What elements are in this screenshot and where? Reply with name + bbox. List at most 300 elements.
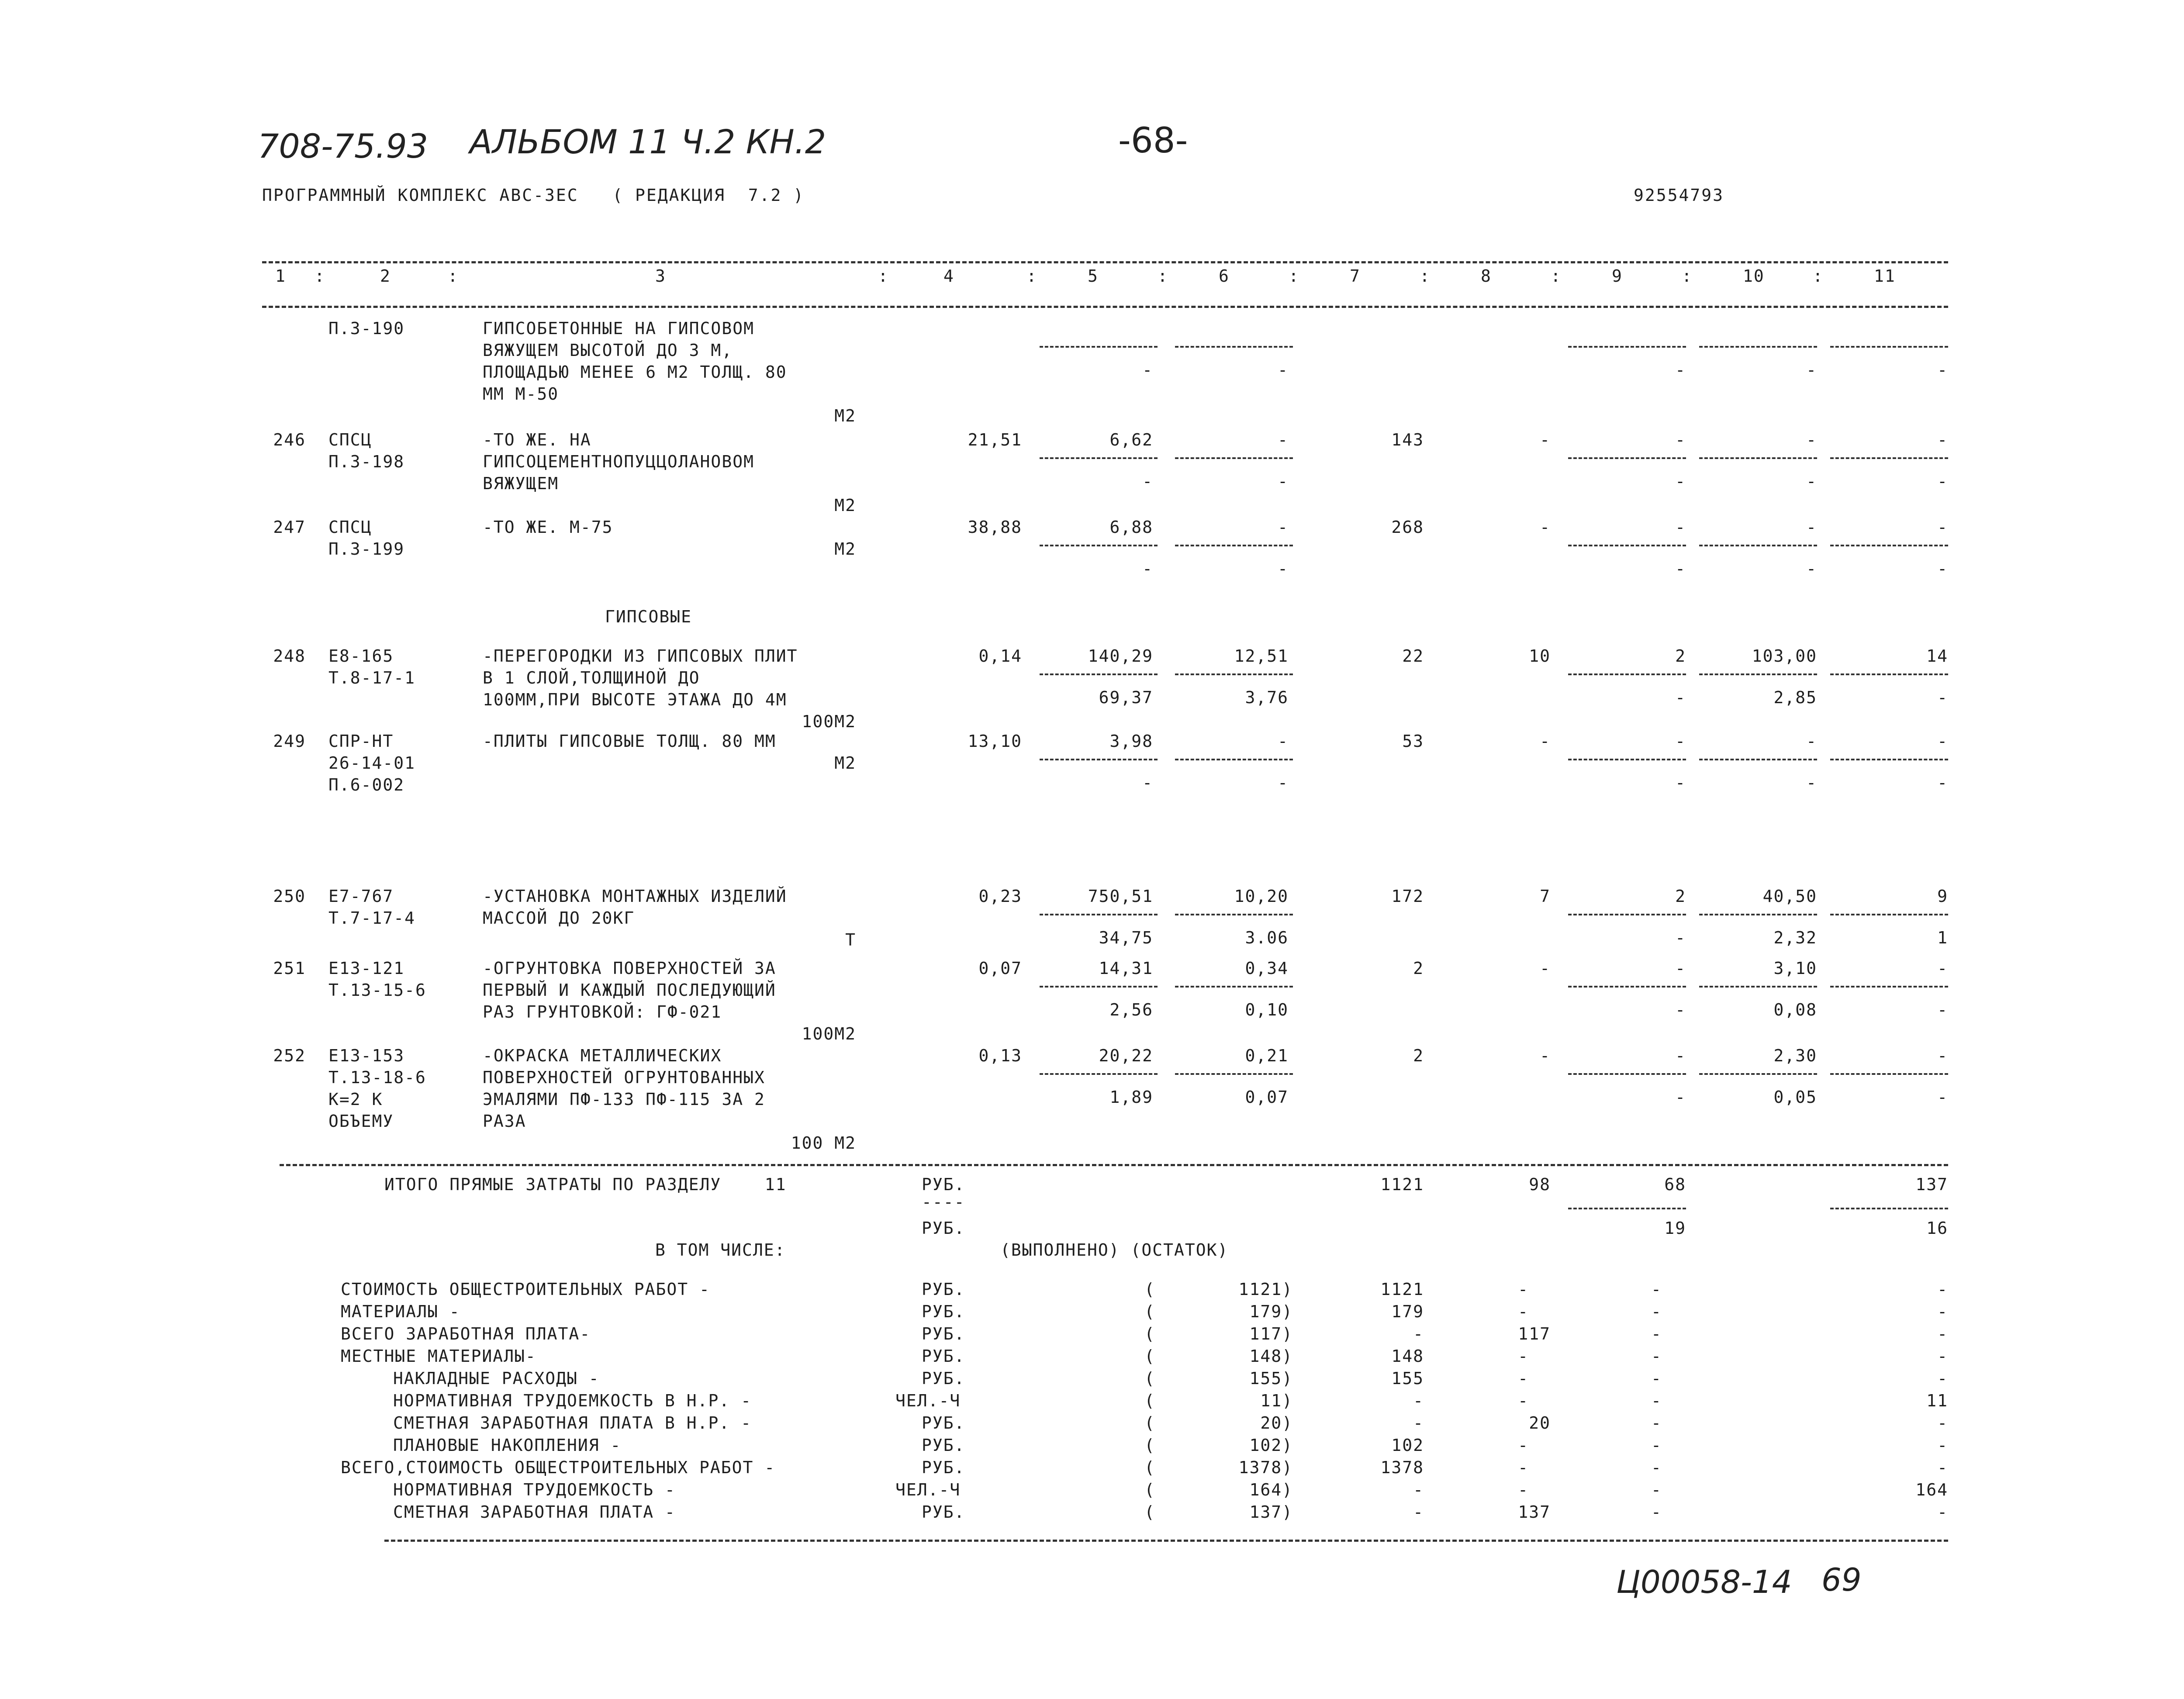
row-c6-underline <box>1175 457 1293 459</box>
row-b10: 2,32 <box>1773 928 1817 947</box>
summary-paren-open: ( <box>1144 1480 1155 1499</box>
row-c4: 38,88 <box>968 518 1022 537</box>
summary-label: НОРМАТИВНАЯ ТРУДОЕМКОСТЬ - <box>393 1480 676 1499</box>
summary-paren-value: 102) <box>1249 1436 1293 1455</box>
summary-unit: ЧЕЛ.-Ч <box>895 1391 961 1410</box>
row-c9-underline <box>1568 914 1686 915</box>
row-description: РАЗА <box>483 1112 526 1131</box>
summary-c11: - <box>1937 1280 1948 1299</box>
summary-label: ВСЕГО ЗАРАБОТНАЯ ПЛАТА- <box>341 1324 591 1343</box>
row-c10-underline <box>1699 914 1817 915</box>
program-line: ПРОГРАММНЫЙ КОМПЛЕКС АВС-3ЕС ( РЕДАКЦИЯ 7.2 ) <box>262 186 805 205</box>
row-c8: - <box>1540 430 1551 449</box>
row-code: Т.8-17-1 <box>328 668 416 687</box>
row-b11: - <box>1937 688 1948 707</box>
summary-unit: РУБ. <box>922 1369 965 1388</box>
summary-c9: - <box>1651 1480 1662 1499</box>
summary-unit: ЧЕЛ.-Ч <box>895 1480 961 1499</box>
row-c11-underline <box>1830 545 1948 546</box>
row-code: П.3-199 <box>328 539 405 559</box>
row-c9-underline <box>1568 1073 1686 1075</box>
row-description: ГИПСОЦЕМЕНТНОПУЦЦОЛАНОВОМ <box>483 452 754 471</box>
summary-unit: РУБ. <box>922 1302 965 1321</box>
summary-c9: - <box>1651 1302 1662 1321</box>
summary-c11: - <box>1937 1347 1948 1366</box>
row-b11: - <box>1937 1088 1948 1107</box>
summary-c9: - <box>1651 1347 1662 1366</box>
row-c6-underline <box>1175 545 1293 546</box>
row-c6-underline <box>1175 346 1293 348</box>
row-c6: - <box>1278 518 1289 537</box>
row-c4: 0,07 <box>978 959 1022 978</box>
summary-label: НАКЛАДНЫЕ РАСХОДЫ - <box>393 1369 600 1388</box>
summary-c7: 148 <box>1391 1347 1424 1366</box>
row-description: ММ М-50 <box>483 384 559 404</box>
row-c10-underline <box>1699 986 1817 988</box>
row-number: 246 <box>273 430 306 449</box>
col-5: 5 <box>1088 266 1099 286</box>
row-c5-underline <box>1040 759 1158 760</box>
totals-c7: 1121 <box>1380 1175 1424 1194</box>
row-c8: - <box>1540 959 1551 978</box>
row-description: В 1 СЛОЙ,ТОЛЩИНОЙ ДО <box>483 668 700 687</box>
row-unit: М2 <box>834 496 856 515</box>
row-c10: 103,00 <box>1752 646 1817 666</box>
row-b5: - <box>1142 360 1153 380</box>
row-c7: 2 <box>1413 959 1424 978</box>
summary-c9: - <box>1651 1502 1662 1522</box>
row-c10-underline <box>1699 346 1817 348</box>
row-c4: 13,10 <box>968 732 1022 751</box>
totals-unit-dash: ---- <box>922 1192 965 1212</box>
row-c10-underline <box>1699 1073 1817 1075</box>
summary-c11: - <box>1937 1413 1948 1433</box>
row-c6-underline <box>1175 1073 1293 1075</box>
page-number: -68- <box>1118 120 1188 161</box>
row-unit: Т <box>845 930 856 950</box>
row-b10: 0,05 <box>1773 1088 1817 1107</box>
row-description: -ПЛИТЫ ГИПСОВЫЕ ТОЛЩ. 80 ММ <box>483 732 776 751</box>
totals-rule <box>280 1164 1948 1166</box>
summary-unit: РУБ. <box>922 1413 965 1433</box>
summary-c8: - <box>1518 1391 1529 1410</box>
row-c6: 0,34 <box>1245 959 1289 978</box>
doc-code: 708-75.93 <box>258 127 429 166</box>
col-2: 2 <box>380 266 391 286</box>
row-description: -ПЕРЕГОРОДКИ ИЗ ГИПСОВЫХ ПЛИТ <box>483 646 798 666</box>
row-b5: 69,37 <box>1099 688 1153 707</box>
col-11: 11 <box>1874 266 1896 286</box>
summary-unit: РУБ. <box>922 1347 965 1366</box>
col-9: 9 <box>1612 266 1623 286</box>
summary-label: СМЕТНАЯ ЗАРАБОТНАЯ ПЛАТА - <box>393 1502 676 1522</box>
row-unit: М2 <box>834 753 856 773</box>
summary-label: ВСЕГО,СТОИМОСТЬ ОБЩЕСТРОИТЕЛЬНЫХ РАБОТ - <box>341 1458 776 1477</box>
row-c11-underline <box>1830 1073 1948 1075</box>
row-b5: 2,56 <box>1109 1000 1153 1019</box>
row-b6: 0,07 <box>1245 1088 1289 1107</box>
row-c11: - <box>1937 959 1948 978</box>
incl-label: В ТОМ ЧИСЛЕ: <box>655 1240 786 1260</box>
row-description: ГИПСОБЕТОННЫЕ НА ГИПСОВОМ <box>483 319 754 338</box>
row-b9: - <box>1675 928 1686 947</box>
totals-c9-underline <box>1568 1208 1686 1209</box>
row-b5: 1,89 <box>1109 1088 1153 1107</box>
row-b11: - <box>1937 360 1948 380</box>
totals-c11b: 16 <box>1926 1219 1948 1238</box>
row-c7: 53 <box>1402 732 1424 751</box>
summary-c7: - <box>1413 1480 1424 1499</box>
row-c5-underline <box>1040 346 1158 348</box>
row-c5-underline <box>1040 914 1158 915</box>
summary-c9: - <box>1651 1436 1662 1455</box>
row-c11: - <box>1937 518 1948 537</box>
row-c11-underline <box>1830 346 1948 348</box>
row-b6: - <box>1278 360 1289 380</box>
row-c5-underline <box>1040 545 1158 546</box>
summary-c7: - <box>1413 1391 1424 1410</box>
row-b10: - <box>1806 773 1817 792</box>
row-b10: - <box>1806 472 1817 491</box>
row-description: ВЯЖУЩЕМ <box>483 474 559 493</box>
summary-c9: - <box>1651 1369 1662 1388</box>
row-code: Т.13-15-6 <box>328 981 426 1000</box>
row-c5: 20,22 <box>1099 1046 1153 1065</box>
row-c4: 0,14 <box>978 646 1022 666</box>
row-c5-underline <box>1040 673 1158 675</box>
summary-c7: 155 <box>1391 1369 1424 1388</box>
row-b10: 2,85 <box>1773 688 1817 707</box>
row-description: ЭМАЛЯМИ ПФ-133 ПФ-115 ЗА 2 <box>483 1090 765 1109</box>
row-c9-underline <box>1568 673 1686 675</box>
row-c9: - <box>1675 732 1686 751</box>
row-code: К=2 К <box>328 1090 383 1109</box>
row-c10-underline <box>1699 457 1817 459</box>
summary-c8: - <box>1518 1480 1529 1499</box>
summary-c8: - <box>1518 1280 1529 1299</box>
row-b9: - <box>1675 360 1686 380</box>
row-description: ВЯЖУЩЕМ ВЫСОТОЙ ДО 3 М, <box>483 341 733 360</box>
row-b9: - <box>1675 1088 1686 1107</box>
row-c9: - <box>1675 430 1686 449</box>
footer-stamp: Ц00058-14 <box>1616 1564 1792 1600</box>
row-c9-underline <box>1568 457 1686 459</box>
row-code: П.3-190 <box>328 319 405 338</box>
subsection-title: ГИПСОВЫЕ <box>605 607 692 626</box>
summary-c11: - <box>1937 1458 1948 1477</box>
row-c7: 22 <box>1402 646 1424 666</box>
album-label: АЛЬБОМ 11 Ч.2 КН.2 <box>470 122 826 161</box>
col-4: 4 <box>943 266 954 286</box>
row-code: Т.7-17-4 <box>328 908 416 928</box>
col-1: 1 <box>275 266 286 286</box>
row-b5: 34,75 <box>1099 928 1153 947</box>
summary-c9: - <box>1651 1413 1662 1433</box>
col-6: 6 <box>1219 266 1230 286</box>
row-number: 247 <box>273 518 306 537</box>
row-c6-underline <box>1175 759 1293 760</box>
summary-c9: - <box>1651 1391 1662 1410</box>
col-3: 3 <box>655 266 666 286</box>
column-header-row: 1 : 2 : 3 : 4 : 5 : 6 : 7 : 8 : 9 : 10 : 11 <box>275 266 1896 286</box>
summary-unit: РУБ. <box>922 1436 965 1455</box>
row-b6: - <box>1278 773 1289 792</box>
row-c11: - <box>1937 732 1948 751</box>
row-c5-underline <box>1040 986 1158 988</box>
row-c5: 140,29 <box>1088 646 1153 666</box>
summary-paren-value: 20) <box>1260 1413 1293 1433</box>
summary-c11: - <box>1937 1502 1948 1522</box>
row-unit: 100М2 <box>802 1024 856 1043</box>
row-c7: 172 <box>1391 887 1424 906</box>
row-code: Т.13-18-6 <box>328 1068 426 1087</box>
summary-c11: - <box>1937 1369 1948 1388</box>
row-c7: 2 <box>1413 1046 1424 1065</box>
summary-paren-value: 164) <box>1249 1480 1293 1499</box>
row-b6: 3,76 <box>1245 688 1289 707</box>
summary-paren-open: ( <box>1144 1347 1155 1366</box>
summary-paren-open: ( <box>1144 1413 1155 1433</box>
row-description: ПЕРВЫЙ И КАЖДЫЙ ПОСЛЕДУЮЩИЙ <box>483 981 776 1000</box>
row-c6-underline <box>1175 986 1293 988</box>
executed-label: (ВЫПОЛНЕНО) (ОСТАТОК) <box>1000 1240 1229 1260</box>
summary-c7: 1121 <box>1380 1280 1424 1299</box>
row-code: СПСЦ <box>328 518 372 537</box>
row-c5: 750,51 <box>1088 887 1153 906</box>
row-c11: 14 <box>1926 646 1948 666</box>
row-c9-underline <box>1568 759 1686 760</box>
totals-unit2: РУБ. <box>922 1219 965 1238</box>
row-description: ПОВЕРХНОСТЕЙ ОГРУНТОВАННЫХ <box>483 1068 765 1087</box>
summary-unit: РУБ. <box>922 1324 965 1343</box>
summary-unit: РУБ. <box>922 1280 965 1299</box>
summary-c8: 117 <box>1518 1324 1551 1343</box>
summary-c9: - <box>1651 1458 1662 1477</box>
summary-paren-value: 148) <box>1249 1347 1293 1366</box>
row-b5: - <box>1142 773 1153 792</box>
row-c4: 0,13 <box>978 1046 1022 1065</box>
row-c11-underline <box>1830 759 1948 760</box>
row-c7: 268 <box>1391 518 1424 537</box>
summary-c8: - <box>1518 1347 1529 1366</box>
row-b11: 1 <box>1937 928 1948 947</box>
row-c6: - <box>1278 430 1289 449</box>
row-b11: - <box>1937 472 1948 491</box>
summary-c8: - <box>1518 1369 1529 1388</box>
row-c8: - <box>1540 732 1551 751</box>
row-b9: - <box>1675 688 1686 707</box>
summary-c9: - <box>1651 1280 1662 1299</box>
totals-c9: 68 <box>1664 1175 1686 1194</box>
summary-paren-value: 179) <box>1249 1302 1293 1321</box>
row-code: Е13-153 <box>328 1046 405 1065</box>
row-c5: 14,31 <box>1099 959 1153 978</box>
row-c8: 10 <box>1529 646 1551 666</box>
row-code: СПСЦ <box>328 430 372 449</box>
summary-label: СТОИМОСТЬ ОБЩЕСТРОИТЕЛЬНЫХ РАБОТ - <box>341 1280 710 1299</box>
row-b5: - <box>1142 472 1153 491</box>
summary-c8: 20 <box>1529 1413 1551 1433</box>
row-code: СПР-НТ <box>328 732 394 751</box>
summary-c9: - <box>1651 1324 1662 1343</box>
totals-unit: РУБ. <box>922 1175 965 1194</box>
summary-c11: 11 <box>1926 1391 1948 1410</box>
row-c11: - <box>1937 430 1948 449</box>
row-number: 250 <box>273 887 306 906</box>
row-description: -ТО ЖЕ. М-75 <box>483 518 613 537</box>
row-unit: М2 <box>834 539 856 559</box>
row-c4: 0,23 <box>978 887 1022 906</box>
row-c6: - <box>1278 732 1289 751</box>
row-code: П.6-002 <box>328 775 405 794</box>
summary-paren-open: ( <box>1144 1302 1155 1321</box>
summary-c11: - <box>1937 1324 1948 1343</box>
summary-paren-open: ( <box>1144 1391 1155 1410</box>
row-c6: 10,20 <box>1234 887 1289 906</box>
summary-label: НОРМАТИВНАЯ ТРУДОЕМКОСТЬ В Н.Р. - <box>393 1391 752 1410</box>
row-c10-underline <box>1699 545 1817 546</box>
row-c11-underline <box>1830 673 1948 675</box>
row-c10: - <box>1806 430 1817 449</box>
row-c9-underline <box>1568 346 1686 348</box>
row-c10: - <box>1806 732 1817 751</box>
row-c11: 9 <box>1937 887 1948 906</box>
summary-label: СМЕТНАЯ ЗАРАБОТНАЯ ПЛАТА В Н.Р. - <box>393 1413 752 1433</box>
row-c6: 0,21 <box>1245 1046 1289 1065</box>
row-code: Е13-121 <box>328 959 405 978</box>
summary-c11: - <box>1937 1436 1948 1455</box>
row-code: П.3-198 <box>328 452 405 471</box>
summary-paren-open: ( <box>1144 1280 1155 1299</box>
row-c10: - <box>1806 518 1817 537</box>
row-b11: - <box>1937 1000 1948 1019</box>
row-c11-underline <box>1830 986 1948 988</box>
row-c11-underline <box>1830 457 1948 459</box>
row-code: 26-14-01 <box>328 753 416 773</box>
summary-paren-value: 1378) <box>1238 1458 1293 1477</box>
row-code: Е8-165 <box>328 646 394 666</box>
header-rule <box>262 306 1948 308</box>
row-c9: 2 <box>1675 646 1686 666</box>
summary-c8: 137 <box>1518 1502 1551 1522</box>
row-c9: - <box>1675 518 1686 537</box>
summary-c8: - <box>1518 1436 1529 1455</box>
row-description: -ОКРАСКА МЕТАЛЛИЧЕСКИХ <box>483 1046 722 1065</box>
row-code: Е7-767 <box>328 887 394 906</box>
row-b6: - <box>1278 559 1289 578</box>
row-code: ОБЪЕМУ <box>328 1112 394 1131</box>
bottom-rule <box>384 1540 1948 1542</box>
row-description: РАЗ ГРУНТОВКОЙ: ГФ-021 <box>483 1002 722 1022</box>
row-c10-underline <box>1699 759 1817 760</box>
summary-c11: 164 <box>1915 1480 1948 1499</box>
summary-paren-value: 1121) <box>1238 1280 1293 1299</box>
row-c5: 6,62 <box>1109 430 1153 449</box>
summary-c7: 102 <box>1391 1436 1424 1455</box>
row-c5-underline <box>1040 1073 1158 1075</box>
row-b6: - <box>1278 472 1289 491</box>
row-c10: 2,30 <box>1773 1046 1817 1065</box>
row-b10: 0,08 <box>1773 1000 1817 1019</box>
row-b6: 0,10 <box>1245 1000 1289 1019</box>
row-number: 248 <box>273 646 306 666</box>
row-c10-underline <box>1699 673 1817 675</box>
row-c10: 3,10 <box>1773 959 1817 978</box>
row-description: -ОГРУНТОВКА ПОВЕРХНОСТЕЙ ЗА <box>483 959 776 978</box>
row-unit: М2 <box>834 406 856 425</box>
summary-label: МЕСТНЫЕ МАТЕРИАЛЫ- <box>341 1347 536 1366</box>
summary-c11: - <box>1937 1302 1948 1321</box>
row-b9: - <box>1675 1000 1686 1019</box>
row-c6: 12,51 <box>1234 646 1289 666</box>
row-unit: 100 М2 <box>791 1133 856 1153</box>
summary-paren-value: 117) <box>1249 1324 1293 1343</box>
summary-c7: - <box>1413 1502 1424 1522</box>
summary-paren-open: ( <box>1144 1436 1155 1455</box>
row-b6: 3.06 <box>1245 928 1289 947</box>
summary-c7: 1378 <box>1380 1458 1424 1477</box>
row-description: -ТО ЖЕ. НА <box>483 430 591 449</box>
totals-label: ИТОГО ПРЯМЫЕ ЗАТРАТЫ ПО РАЗДЕЛУ 11 <box>384 1175 787 1194</box>
row-c11: - <box>1937 1046 1948 1065</box>
col-8: 8 <box>1481 266 1492 286</box>
row-c9-underline <box>1568 986 1686 988</box>
row-c5: 3,98 <box>1109 732 1153 751</box>
row-number: 252 <box>273 1046 306 1065</box>
totals-c11-underline <box>1830 1208 1948 1209</box>
totals-c9b: 19 <box>1664 1219 1686 1238</box>
row-c9: 2 <box>1675 887 1686 906</box>
row-b9: - <box>1675 559 1686 578</box>
row-b11: - <box>1937 559 1948 578</box>
summary-c8: - <box>1518 1458 1529 1477</box>
row-c5-underline <box>1040 457 1158 459</box>
row-description: 100ММ,ПРИ ВЫСОТЕ ЭТАЖА ДО 4М <box>483 690 787 709</box>
row-b11: - <box>1937 773 1948 792</box>
row-c5: 6,88 <box>1109 518 1153 537</box>
row-c7: 143 <box>1391 430 1424 449</box>
row-number: 249 <box>273 732 306 751</box>
totals-c11: 137 <box>1915 1175 1948 1194</box>
row-b10: - <box>1806 559 1817 578</box>
summary-unit: РУБ. <box>922 1502 965 1522</box>
row-c8: 7 <box>1540 887 1551 906</box>
row-c8: - <box>1540 518 1551 537</box>
summary-paren-open: ( <box>1144 1369 1155 1388</box>
row-c6-underline <box>1175 914 1293 915</box>
row-description: ПЛОЩАДЬЮ МЕНЕЕ 6 М2 ТОЛЩ. 80 <box>483 363 787 382</box>
summary-paren-open: ( <box>1144 1458 1155 1477</box>
summary-label: МАТЕРИАЛЫ - <box>341 1302 460 1321</box>
row-description: МАССОЙ ДО 20КГ <box>483 908 635 928</box>
summary-label: ПЛАНОВЫЕ НАКОПЛЕНИЯ - <box>393 1436 622 1455</box>
row-description: -УСТАНОВКА МОНТАЖНЫХ ИЗДЕЛИЙ <box>483 887 787 906</box>
row-b9: - <box>1675 472 1686 491</box>
row-unit: 100М2 <box>802 712 856 731</box>
summary-paren-open: ( <box>1144 1502 1155 1522</box>
footer-sheet: 69 <box>1821 1561 1862 1598</box>
col-10: 10 <box>1743 266 1765 286</box>
summary-c7: - <box>1413 1413 1424 1433</box>
row-c9: - <box>1675 959 1686 978</box>
row-c9: - <box>1675 1046 1686 1065</box>
totals-c8: 98 <box>1529 1175 1551 1194</box>
row-c4: 21,51 <box>968 430 1022 449</box>
summary-paren-value: 11) <box>1260 1391 1293 1410</box>
summary-paren-open: ( <box>1144 1324 1155 1343</box>
row-c9-underline <box>1568 545 1686 546</box>
row-number: 251 <box>273 959 306 978</box>
